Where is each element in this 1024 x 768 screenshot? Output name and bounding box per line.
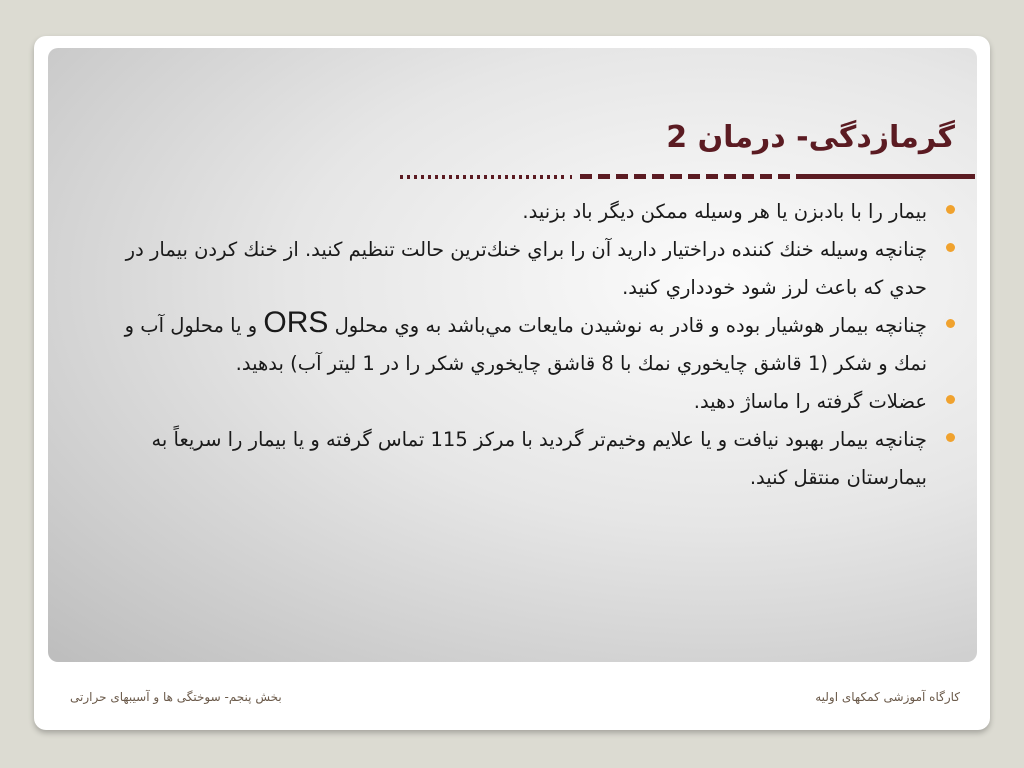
footer-workshop-title: کارگاه آموزشی کمکهای اولیه: [815, 690, 960, 704]
bullet-item: [115, 421, 935, 497]
divider-dots: [400, 175, 572, 179]
bullet-text: و يا محلول آب و نمك و شكر (1 قاشق چايخوري نمك با 8 قاشق چايخوري شكر را در 1 ليتر آب) بدهيد.: [124, 314, 927, 375]
bullet-dot-icon: [946, 205, 955, 214]
slide-title: گرمازدگی- درمان 2: [666, 120, 955, 155]
bullet-text: بيمار را با بادبزن يا هر وسيله ممكن ديگر باد بزنيد.: [522, 200, 927, 223]
bullet-text: چنانچه بيمار هوشيار بوده و قادر به نوشيدن مايعات مي‌باشد به وي محلول: [334, 314, 927, 337]
ors-highlight: ORS: [263, 306, 329, 339]
bullet-dot-icon: [946, 243, 955, 252]
divider-solid: [796, 174, 975, 179]
bullet-dot-icon: [946, 319, 955, 328]
footer-section-title: بخش پنجم- سوختگی ها و آسیبهای حرارتی: [70, 690, 282, 704]
bullet-dot-icon: [946, 433, 955, 442]
slide-frame: [34, 36, 990, 730]
bullet-item: [115, 193, 935, 231]
bullet-dot-icon: [946, 395, 955, 404]
bullet-text: چنانچه بيمار بهبود نيافت و يا علايم وخيم‌تر گرديد با مركز 115 تماس گرفته و يا بيمار را سريعاً به بيمارستان منتقل كنيد.: [151, 428, 927, 489]
content-panel: [48, 48, 977, 662]
bullet-item: [115, 307, 935, 383]
bullet-text: چنانچه وسيله خنك كننده دراختيار داريد آن را براي خنك‌ترين حالت تنظيم كنيد. از خنك كردن بيمار در حدي كه باعث لرز شود خودداري كنيد.: [125, 238, 927, 299]
bullet-item: [115, 383, 935, 421]
divider-dashes: [580, 174, 790, 179]
bullet-list: [115, 193, 935, 497]
bullet-text: عضلات گرفته را ماساژ دهيد.: [693, 390, 927, 413]
title-divider: [400, 173, 975, 181]
bullet-item: [115, 231, 935, 307]
